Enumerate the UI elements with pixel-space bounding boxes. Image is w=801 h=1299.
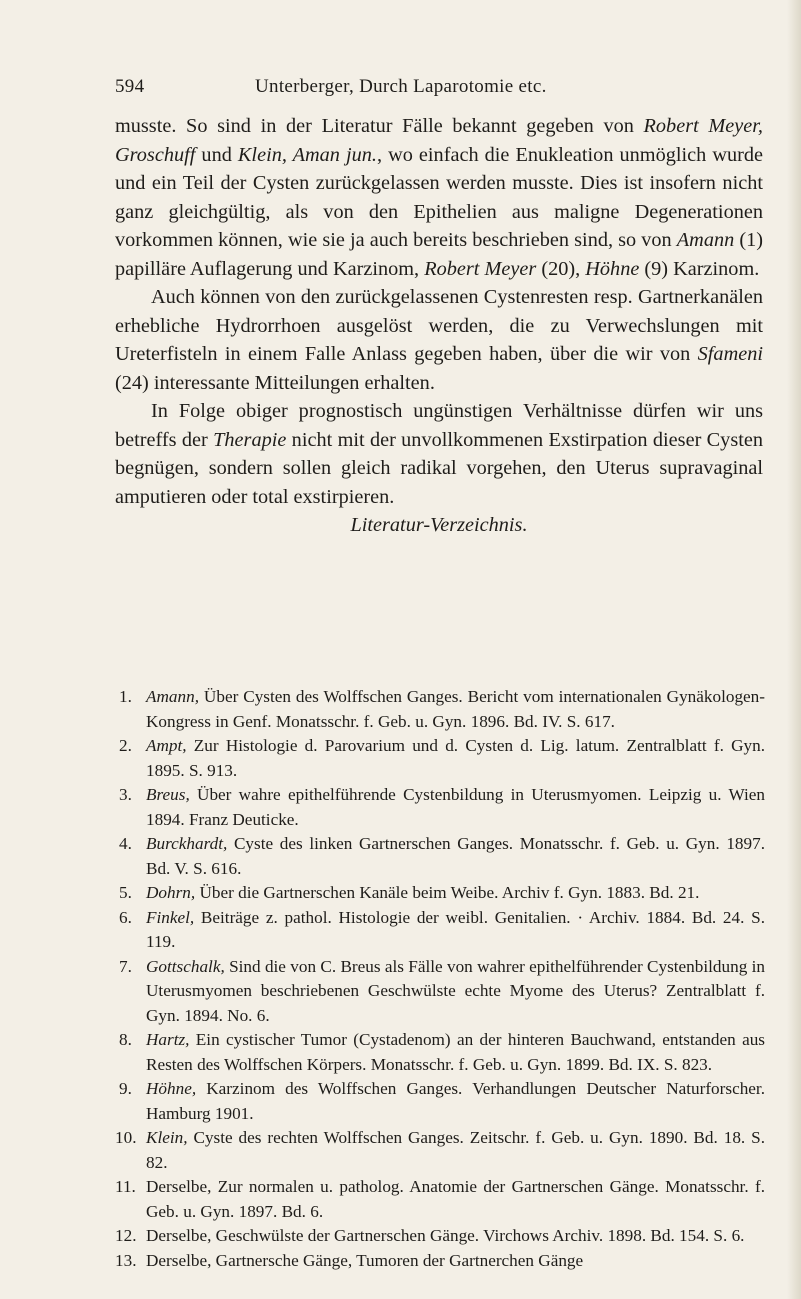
reference-item — [115, 955, 765, 1029]
reference-number: 13. — [115, 1250, 137, 1270]
paragraph-3 — [115, 397, 763, 511]
reference-item — [115, 734, 765, 783]
reference-text: Cyste des rechten Wolffschen Ganges. Zeitschr. f. Geb. u. Gyn. 1890. Bd. 18. S. 82. — [146, 1128, 765, 1172]
reference-text: Ein cystischer Tumor (Cystadenom) an der hinteren Bauchwand, entstanden aus Resten des Wolffschen Körpers. Monatsschr. f. Geb. u. Gyn. 1899. Bd. IX. S. 823. — [146, 1030, 765, 1074]
author-name: Höhne — [585, 257, 640, 280]
reference-text: Cyste des linken Gartnerschen Ganges. Monatsschr. f. Geb. u. Gyn. 1897. Bd. V. S. 616. — [146, 834, 765, 878]
reference-text: Über wahre epithelführende Cystenbildung in Uterusmyomen. Leipzig u. Wien 1894. Franz Deuticke. — [146, 785, 765, 829]
text: und — [195, 143, 238, 166]
text: Auch können von den zurückgelassenen Cystenresten resp. Gartnerkanälen erhebliche Hydrorrhoen ausgelöst werden, die zu Verwechslungen mit Ureterfisteln in einem Falle Anlass gegeben haben, über die wir von — [115, 286, 763, 365]
reference-item — [115, 1126, 765, 1175]
reference-text: Beiträge z. pathol. Histologie der weibl. Genitalien. · Archiv. 1884. Bd. 24. S. 119. — [146, 907, 765, 951]
author-name: Amann — [676, 229, 735, 251]
reference-author: Amann, — [146, 687, 199, 706]
reference-text: Über Cysten des Wolffschen Ganges. Bericht vom internationalen Gynäkologen-Kongress in Genf. Monatsschr. f. Geb. u. Gyn. 1896. Bd. IV. S. 617. — [146, 687, 765, 731]
reference-item — [115, 1175, 765, 1224]
author-name: Robert Meyer, Groschuff — [115, 115, 763, 166]
reference-author: Finkel, — [146, 907, 195, 927]
reference-item — [115, 1028, 765, 1077]
text: nicht mit der unvollkommenen Exstirpation dieser Cysten begnügen, sondern sollen gleich radikal vorgehen, den Uterus supravaginal amputieren oder total exstirpieren. — [115, 428, 763, 508]
reference-number: 4. — [119, 834, 132, 853]
paragraph-1 — [115, 112, 763, 283]
text: (24) interessante Mitteilungen erhalten. — [115, 371, 435, 394]
reference-author: Klein, — [146, 1128, 188, 1147]
reference-item — [115, 783, 765, 832]
reference-item — [115, 906, 765, 955]
reference-author: Höhne, — [146, 1079, 197, 1098]
text: , wo einfach die Enukleation unmöglich wurde und ein Teil der Cysten zurückgelassen werden musste. Dies ist insofern nicht ganz gleichgültig, als von den Epithelien aus maligne Degenerationen vorkommen können, wie sie ja auch bereits beschrieben sind, so von — [115, 143, 763, 251]
reference-item — [115, 1077, 765, 1126]
reference-number: 8. — [119, 1030, 132, 1049]
reference-author: Burckhardt, — [146, 834, 228, 853]
reference-author: Ampt, — [146, 736, 187, 755]
paragraph-2 — [115, 283, 763, 397]
reference-text: Zur Histologie d. Parovarium und d. Cysten d. Lig. latum. Zentralblatt f. Gyn. 1895. S. 913. — [146, 736, 765, 780]
reference-author: Breus, — [146, 785, 190, 804]
author-name: Klein, Aman jun. — [237, 143, 377, 166]
body-text — [115, 112, 763, 540]
reference-item — [115, 832, 765, 881]
reference-item — [115, 1249, 765, 1274]
page-edge-shadow — [787, 0, 801, 1299]
reference-item — [115, 881, 765, 906]
reference-author: Hartz, — [146, 1030, 190, 1049]
reference-list — [115, 685, 765, 1273]
section-title: Literatur-Verzeichnis. — [350, 514, 528, 536]
text: (20), — [536, 257, 586, 280]
reference-number: 5. — [119, 883, 132, 902]
reference-number: 10. — [115, 1128, 137, 1147]
running-title: Unterberger, Durch Laparotomie etc. — [255, 76, 547, 97]
reference-text: Derselbe, Gartnersche Gänge, Tumoren der Gartnerchen Gänge — [146, 1250, 584, 1270]
text: (9) Karzinom. — [639, 257, 760, 280]
reference-number: 7. — [119, 956, 132, 976]
text: In Folge obiger prognostisch ungünstigen Verhältnisse dürfen wir uns betreffs der — [115, 400, 763, 451]
reference-text: Sind die von C. Breus als Fälle von wahrer epithelführender Cystenbildung in Uterusmyomen beschriebenen Geschwülste echte Myome des Uterus? Zentralblatt f. Gyn. 1894. No. 6. — [146, 956, 765, 1025]
author-name: Sfameni — [697, 343, 763, 365]
page-number: 594 — [115, 76, 145, 97]
reference-number: 2. — [119, 736, 132, 755]
reference-text: Über die Gartnerschen Kanäle beim Weibe. Archiv f. Gyn. 1883. Bd. 21. — [195, 883, 700, 902]
reference-number: 11. — [115, 1177, 136, 1196]
reference-author: Dohrn, — [146, 883, 196, 902]
text: (1) papilläre Auflagerung und Karzinom, — [115, 229, 763, 280]
reference-number: 1. — [119, 687, 132, 706]
reference-item — [115, 1224, 765, 1249]
author-name: Robert Meyer — [424, 257, 537, 280]
reference-number: 9. — [119, 1079, 132, 1098]
reference-number: 12. — [115, 1226, 137, 1245]
reference-text: Derselbe, Geschwülste der Gartnerschen Gänge. Virchows Archiv. 1898. Bd. 154. S. 6. — [146, 1226, 745, 1245]
emphasis: Therapie — [213, 428, 287, 451]
reference-text: Derselbe, Zur normalen u. patholog. Anatomie der Gartnerschen Gänge. Monatsschr. f. Geb. u. Gyn. 1897. Bd. 6. — [146, 1177, 765, 1221]
reference-number: 3. — [119, 785, 132, 804]
reference-text: Karzinom des Wolffschen Ganges. Verhandlungen Deutscher Naturforscher. Hamburg 1901. — [146, 1079, 765, 1123]
reference-item — [115, 685, 765, 734]
text: musste. So sind in der Literatur Fälle bekannt gegeben von — [115, 115, 644, 137]
reference-author: Gottschalk, — [146, 956, 225, 976]
reference-number: 6. — [119, 907, 132, 927]
